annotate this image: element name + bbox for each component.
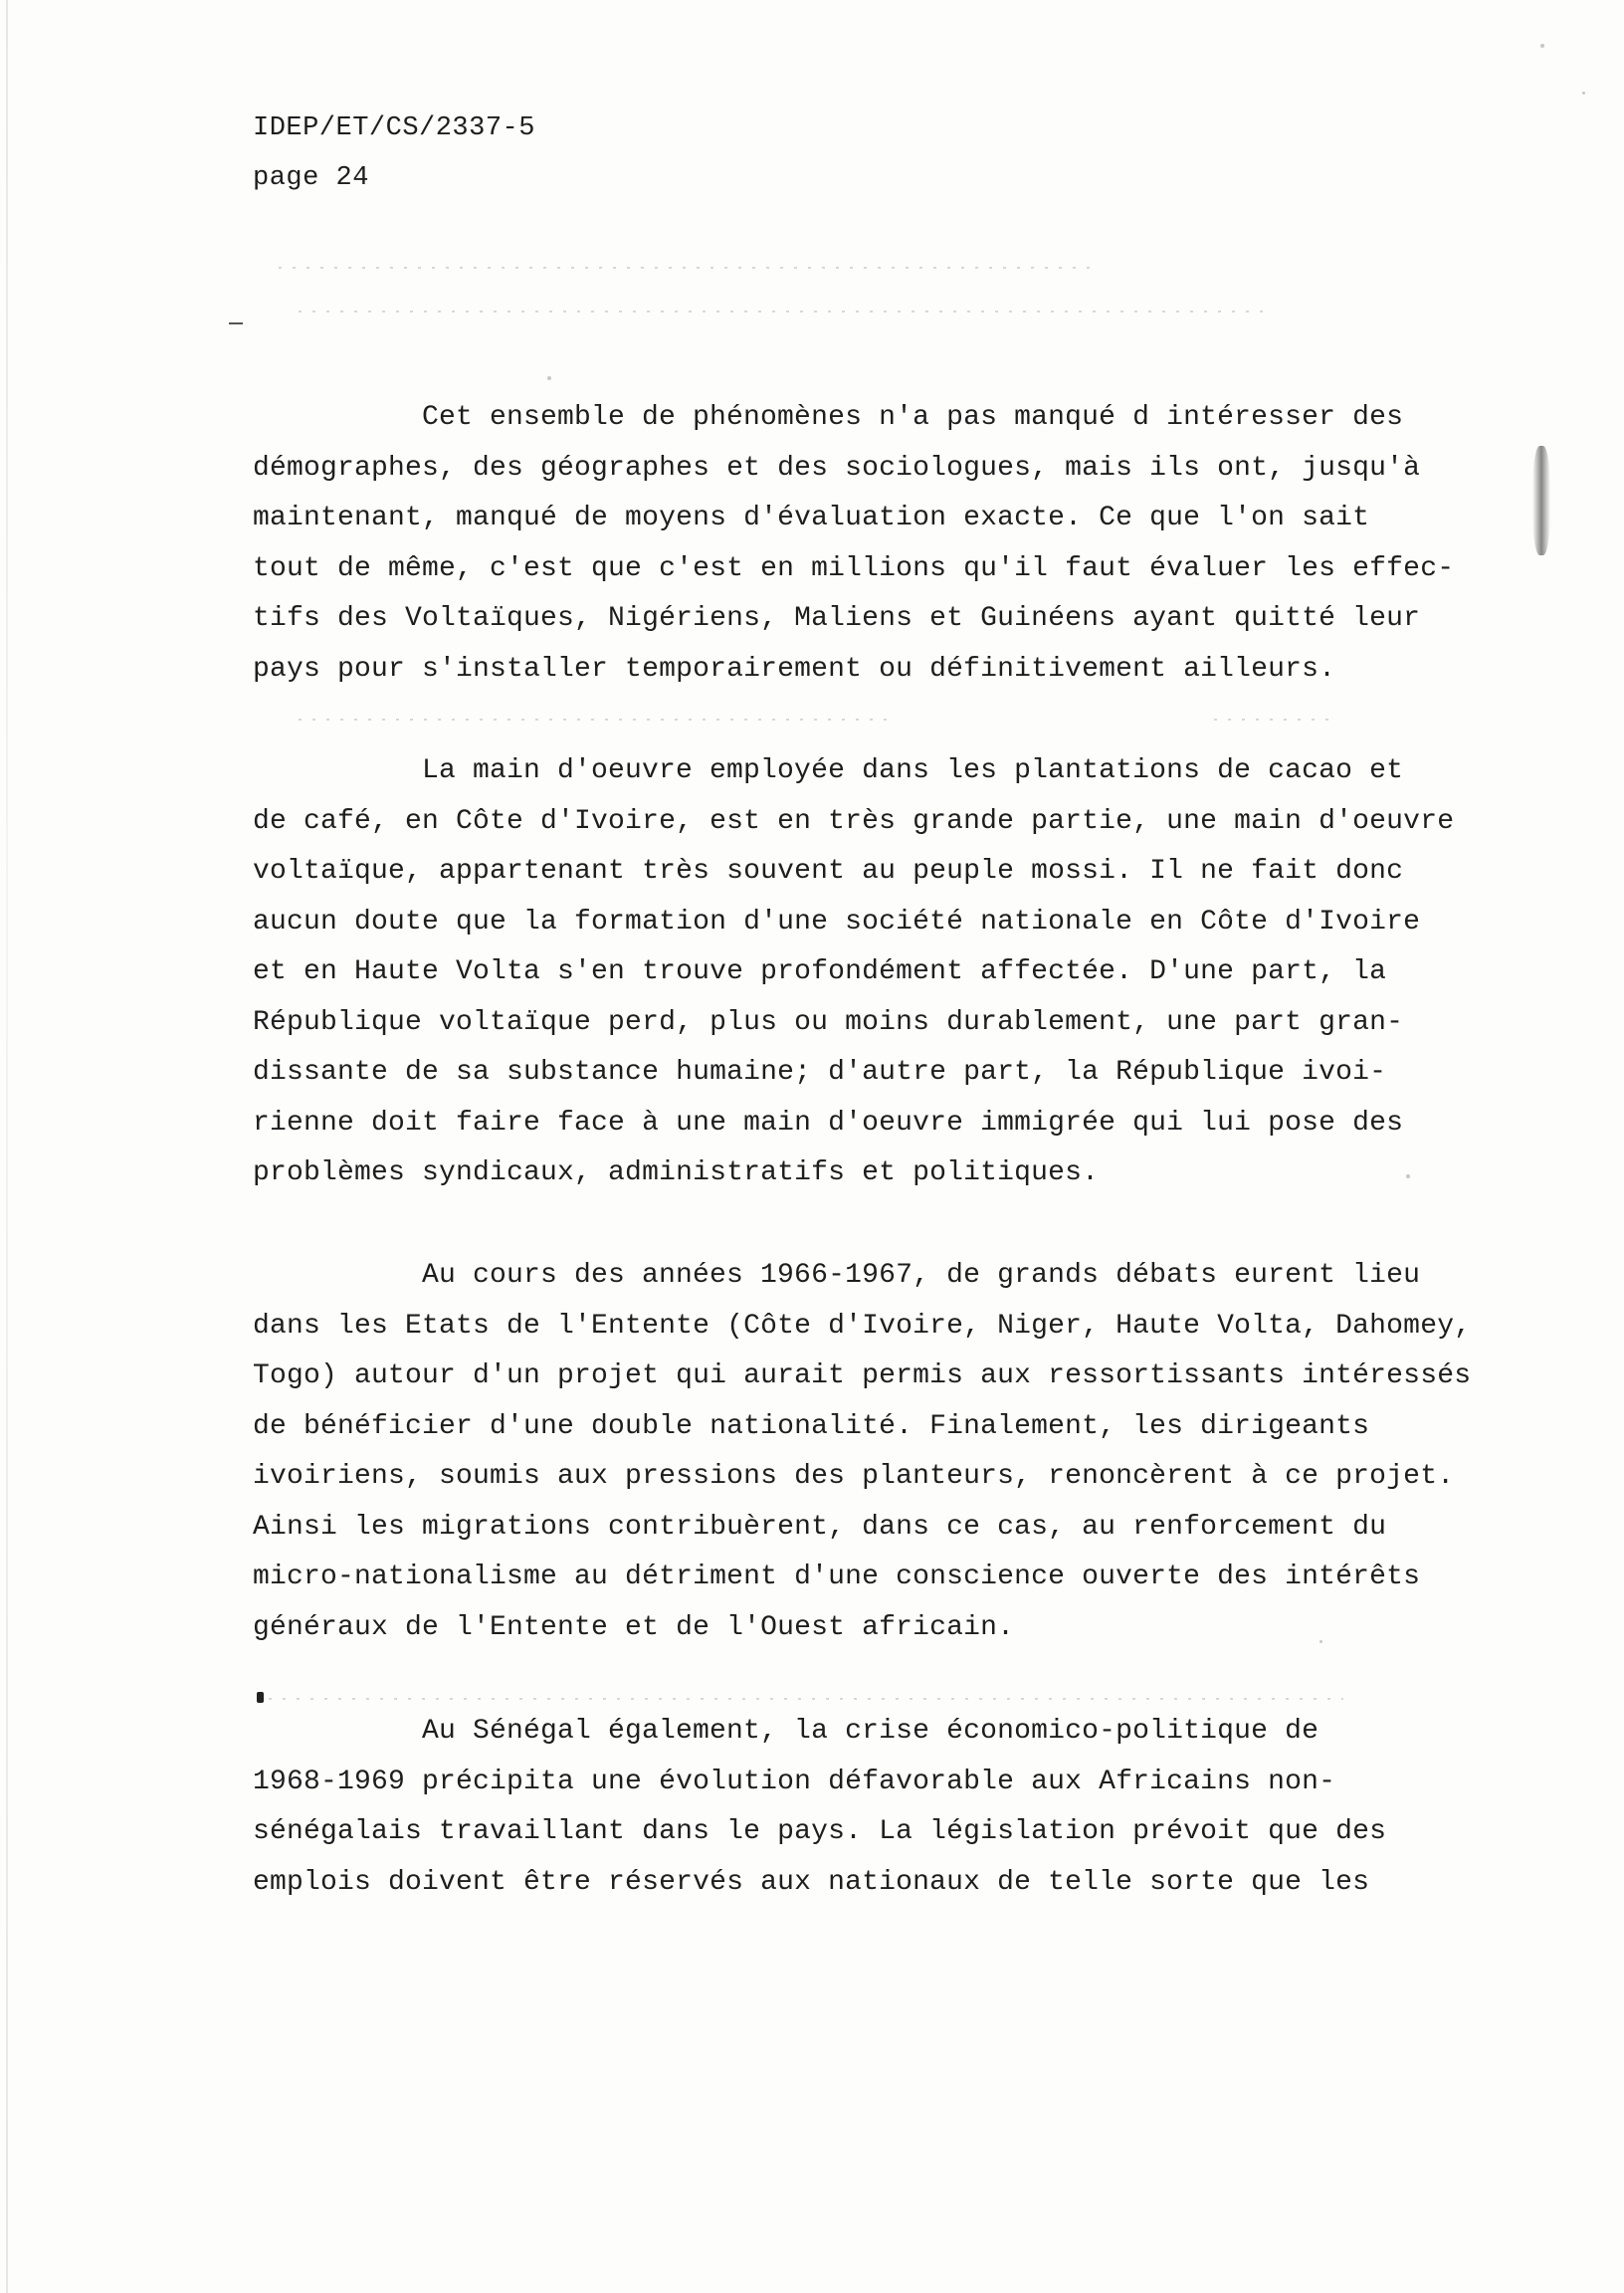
text-line: emplois doivent être réservés aux nationaux de telle sorte que les [253, 1866, 1370, 1898]
text-line: sénégalais travaillant dans le pays. La législation prévoit que des [253, 1816, 1387, 1847]
scan-noise [299, 311, 1274, 313]
scan-speck [547, 376, 551, 380]
scan-speck [1540, 44, 1544, 48]
text-line: et en Haute Volta s'en trouve profondément affectée. D'une part, la [253, 956, 1387, 987]
scan-noise [299, 719, 896, 721]
text-line: Au cours des années 1966-1967, de grands débats eurent lieu [422, 1260, 1421, 1291]
text-line: dissante de sa substance humaine; d'autre part, la République ivoi- [253, 1057, 1387, 1088]
paragraph-4 [253, 1707, 1546, 1908]
scan-edge [6, 0, 8, 2293]
paragraph-2 [253, 746, 1546, 1199]
text-line: Togo) autour d'un projet qui aurait permis aux ressortissants intéressés [253, 1360, 1472, 1391]
text-line: ivoiriens, soumis aux pressions des planteurs, renoncèrent à ce projet. [253, 1461, 1455, 1492]
text-line: pays pour s'installer temporairement ou définitivement ailleurs. [253, 653, 1336, 685]
text-line: voltaïque, appartenant très souvent au peuple mossi. Il ne fait donc [253, 856, 1404, 887]
text-line: démographes, des géographes et des sociologues, mais ils ont, jusqu'à [253, 452, 1421, 484]
paragraph-3 [253, 1251, 1546, 1653]
text-line: rienne doit faire face à une main d'oeuvre immigrée qui lui pose des [253, 1107, 1404, 1139]
text-line: maintenant, manqué de moyens d'évaluation exacte. Ce que l'on sait [253, 503, 1370, 533]
page-number: page 24 [253, 163, 369, 193]
text-line: généraux de l'Entente et de l'Ouest africain. [253, 1611, 1015, 1643]
text-line: tout de même, c'est que c'est en millions qu'il faut évaluer les effec- [253, 552, 1455, 584]
text-line: Au Sénégal également, la crise économico-politique de [422, 1716, 1320, 1747]
scan-mark [229, 322, 243, 324]
text-line: La main d'oeuvre employée dans les plantations de cacao et [422, 755, 1404, 786]
scan-noise [269, 1698, 1343, 1700]
text-line: micro-nationalisme au détriment d'une conscience ouverte des intérêts [253, 1562, 1421, 1592]
text-line: de café, en Côte d'Ivoire, est en très grande partie, une main d'oeuvre [253, 805, 1455, 837]
text-line: Ainsi les migrations contribuèrent, dans ce cas, au renforcement du [253, 1511, 1387, 1543]
scan-noise [1214, 719, 1333, 721]
scan-speck [1582, 92, 1585, 95]
text-line: dans les Etats de l'Entente (Côte d'Ivoire, Niger, Haute Volta, Dahomey, [253, 1310, 1472, 1342]
scan-noise [279, 267, 1095, 269]
text-line: 1968-1969 précipita une évolution défavorable aux Africains non- [253, 1766, 1336, 1797]
text-line: République voltaïque perd, plus ou moins durablement, une part gran- [253, 1006, 1404, 1038]
paragraph-1 [253, 393, 1546, 695]
text-line: Cet ensemble de phénomènes n'a pas manqué d intéresser des [422, 402, 1404, 433]
text-line: tifs des Voltaïques, Nigériens, Maliens et Guinéens ayant quitté leur [253, 603, 1421, 634]
document-reference: IDEP/ET/CS/2337-5 [253, 113, 535, 143]
text-line: problèmes syndicaux, administratifs et politiques. [253, 1157, 1100, 1188]
text-line: aucun doute que la formation d'une société nationale en Côte d'Ivoire [253, 906, 1421, 938]
document-header [253, 104, 535, 203]
scan-dot [257, 1692, 264, 1703]
text-line: de bénéficier d'une double nationalité. Finalement, les dirigeants [253, 1410, 1370, 1442]
